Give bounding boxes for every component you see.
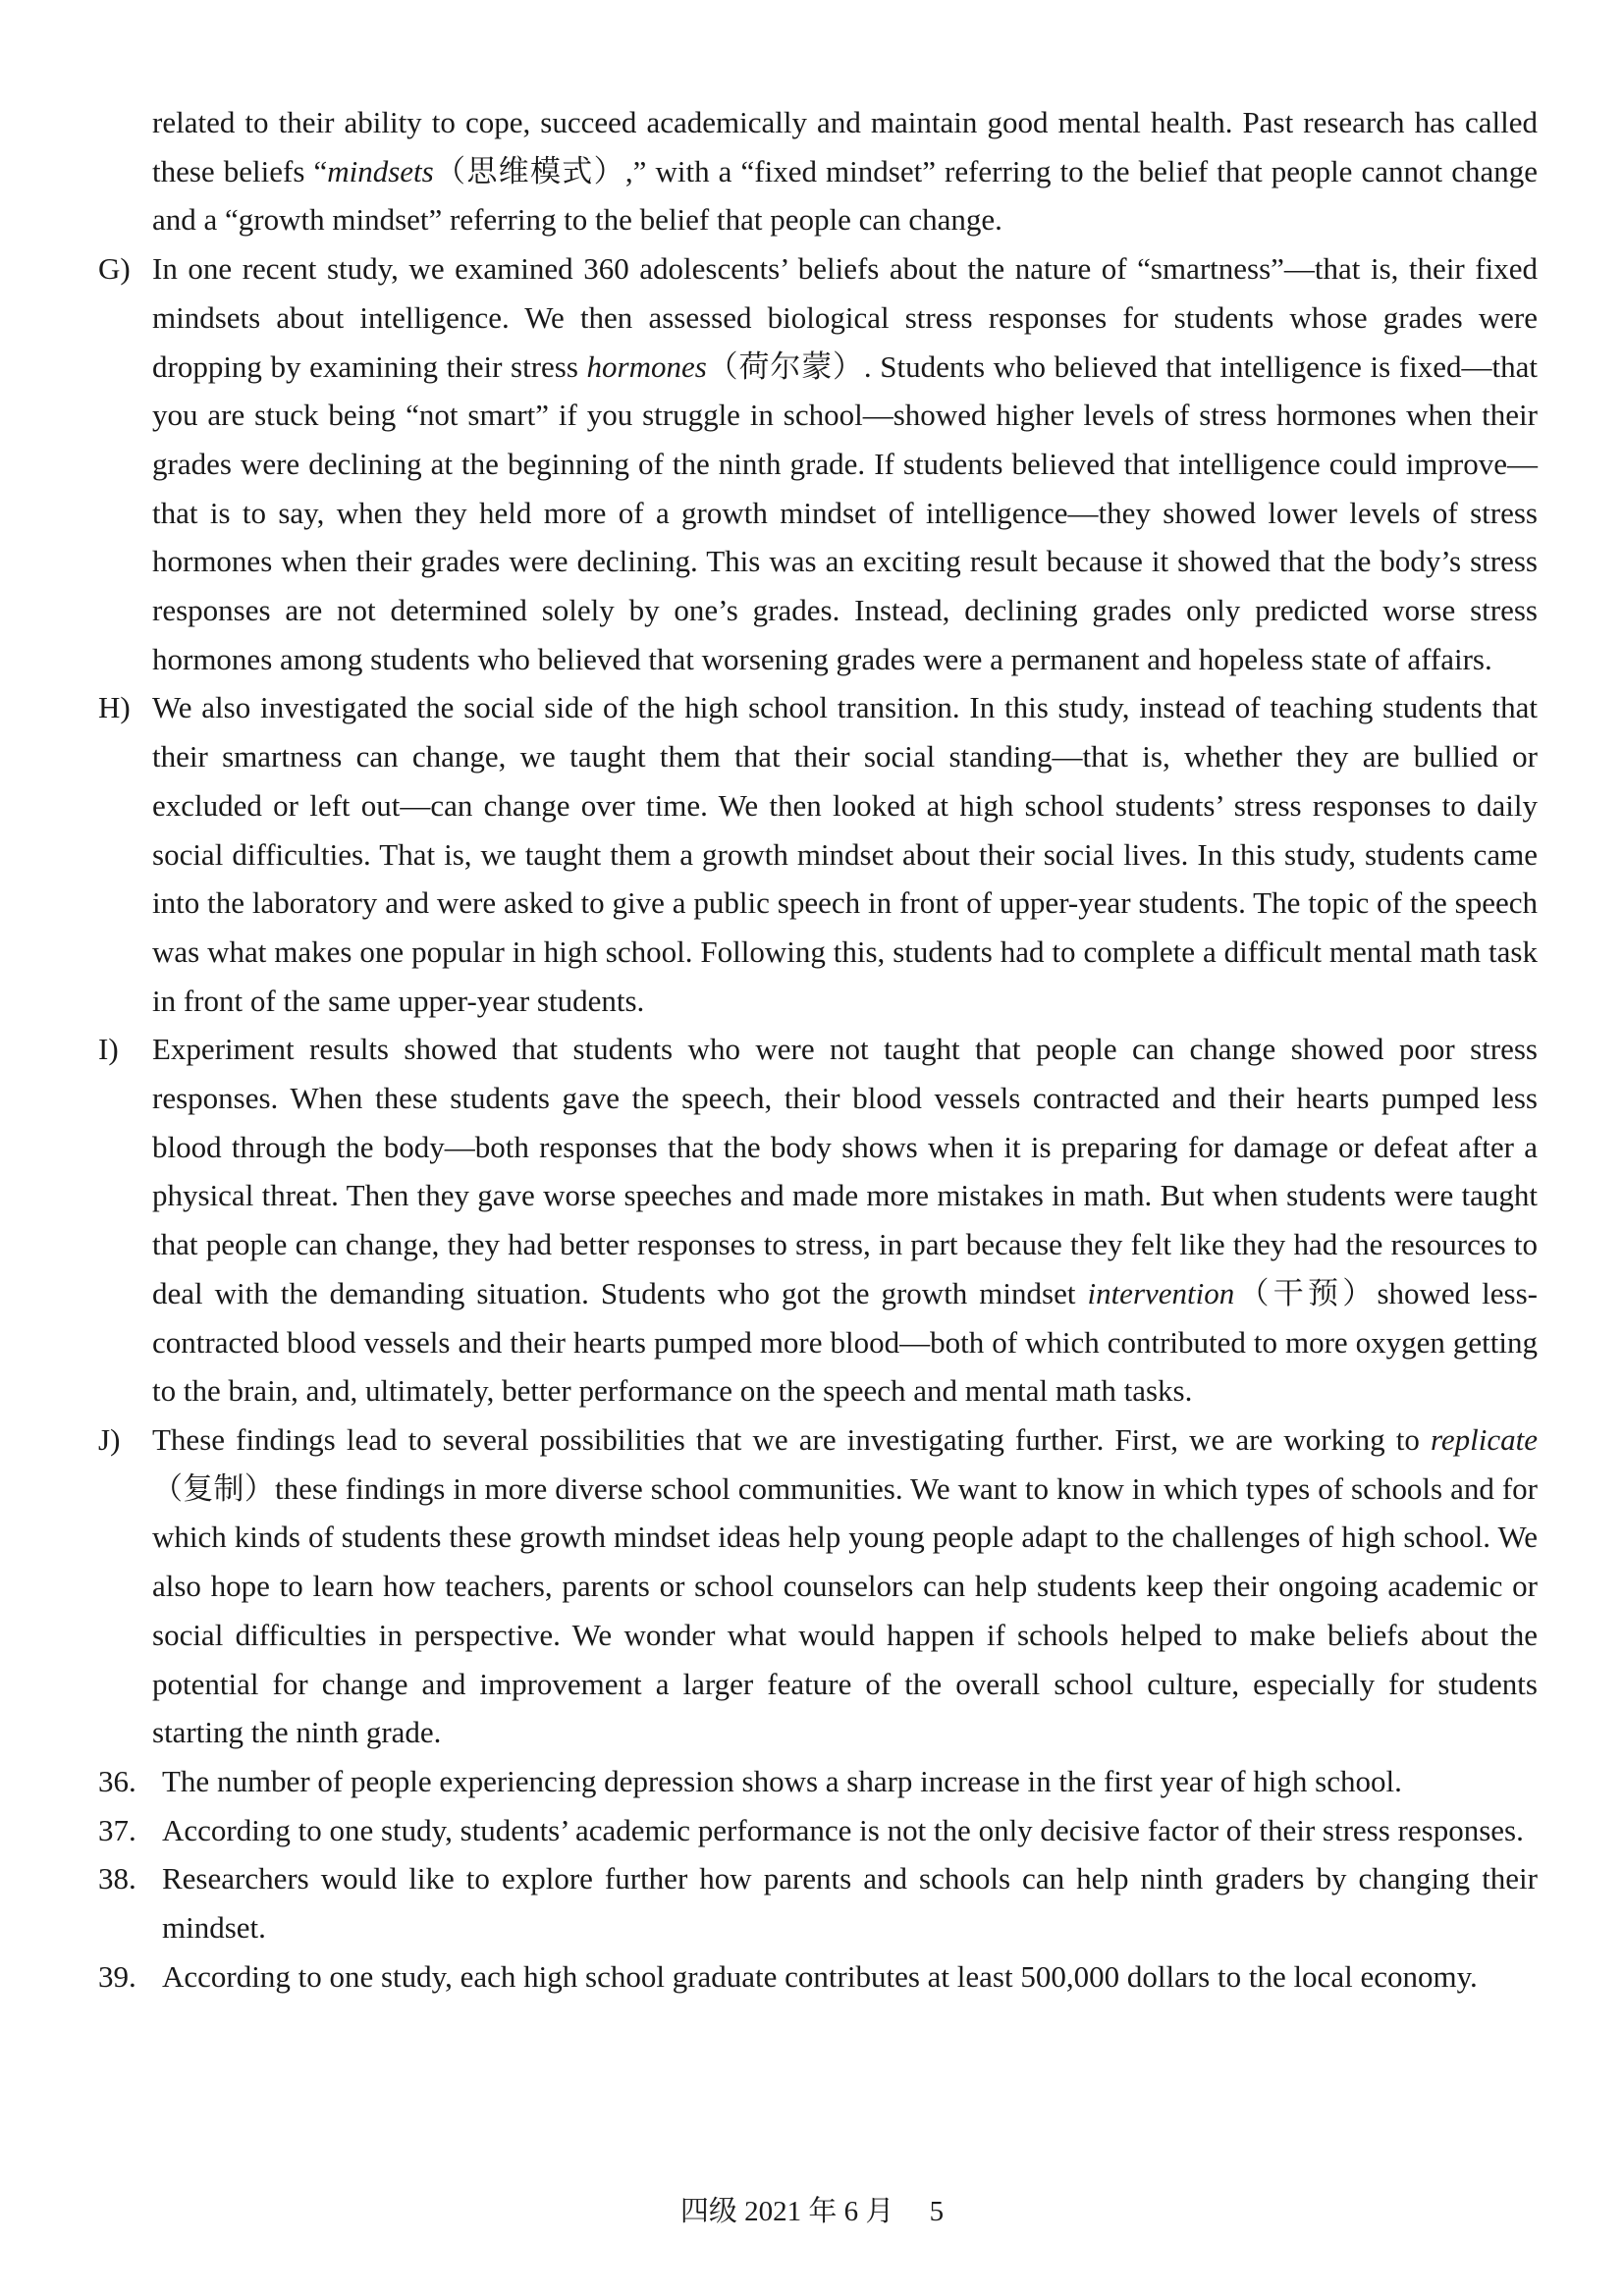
italic-term: hormones — [586, 348, 707, 384]
paragraph-text: （荷尔蒙）. Students who believed that intelligence is fixed—that you are stuck being “not smart” if you struggle in school—showed higher levels of stress hormones when their grades were declining at the beginning of the ninth grade. If students believed that intelligence could improve—that is to say, when they held more of a growth mindset of intelligence—they showed lower levels of stress hormones when their grades were declining. This was an exciting result because it showed that the body’s stress responses are not determined solely by one’s grades. Instead, declining grades only predicted worse stress hormones among students who believed that worsening grades were a permanent and hopeless state of affairs. — [152, 348, 1539, 676]
question-item — [98, 1757, 1538, 1806]
paragraph-text: （思维模式）,” with a “fixed mindset” referring to the belief that people cannot change and a “growth mindset” referring to the belief that people can change. — [152, 153, 1538, 238]
paragraph-h — [98, 683, 1538, 1025]
passage-paragraphs — [98, 98, 1538, 1757]
paragraph-text: （复制）these findings in more diverse school communities. We want to know in which types of schools and for which kinds of students these growth mindset ideas help young people adapt to the challenges of high school. We also hope to learn how teachers, parents or school counselors can help students keep their ongoing academic or social difficulties in perspective. We wonder what would happen if schools helped to make beliefs about the potential for change and improvement a larger feature of the overall school culture, especially for students starting the ninth grade. — [152, 1470, 1538, 1750]
paragraph-text: （干预）showed less-contracted blood vessels and their hearts pumped more blood—both of which contributed to more oxygen getting to the brain, and, ultimately, better performance on the speech and mental math tasks. — [152, 1275, 1538, 1409]
question-number: 38. — [98, 1861, 136, 1896]
paragraph-label: J) — [98, 1421, 121, 1457]
paragraph-text: related to their ability to cope, succeed academically and maintain good mental health. Past research has called these beliefs “ — [152, 105, 1538, 188]
paragraph-i — [98, 1025, 1538, 1415]
reading-passage — [98, 98, 1538, 2001]
paragraph-label: H) — [98, 690, 131, 725]
paragraph-text: We also investigated the social side of the high school transition. In this study, instead of teaching students that their smartness can change, we taught them that their social standing—that is, whether they are bullied or excluded or left out—can change over time. We then looked at high school students’ stress responses to daily social difficulties. That is, we taught them a growth mindset about their social lives. In this study, students came into the laboratory and were asked to give a public speech in front of upper-year students. The topic of the speech was what makes one popular in high school. Following this, students had to complete a difficult mental math task in front of the same upper-year students. — [152, 690, 1538, 1018]
paragraph-j — [98, 1415, 1538, 1757]
paragraph-continued — [98, 98, 1538, 244]
italic-term: replicate — [1430, 1421, 1538, 1457]
question-text: According to one study, each high school graduate contributes at least 500,000 dollars to the local economy. — [162, 1958, 1478, 1994]
italic-term: intervention — [1087, 1275, 1235, 1310]
paragraph-text: In one recent study, we examined 360 adolescents’ beliefs about the nature of “smartness”—that is, their fixed mindsets about intelligence. We then assessed biological stress responses for students whose grades were dropping by examining their stress — [152, 251, 1538, 384]
paragraph-text: These findings lead to several possibilities that we are investigating further. First, we are working to — [152, 1421, 1431, 1457]
question-item — [98, 1806, 1538, 1855]
italic-term: mindsets — [327, 153, 434, 188]
question-number: 39. — [98, 1958, 136, 1994]
question-number: 37. — [98, 1812, 136, 1847]
page-footer: 四级 2021 年 6 月 5 — [679, 2196, 945, 2227]
question-text: Researchers would like to explore further how parents and schools can help ninth graders by changing their mindset. — [162, 1861, 1538, 1946]
question-list — [98, 1757, 1538, 2002]
paragraph-g — [98, 244, 1538, 683]
question-text: According to one study, students’ academic performance is not the only decisive factor of their stress responses. — [162, 1812, 1524, 1847]
question-item — [98, 1854, 1538, 1951]
paragraph-label: G) — [98, 251, 131, 287]
question-text: The number of people experiencing depression shows a sharp increase in the first year of high school. — [162, 1763, 1402, 1798]
question-number: 36. — [98, 1763, 136, 1798]
question-item — [98, 1952, 1538, 2002]
paragraph-label: I) — [98, 1032, 119, 1067]
paragraph-text: Experiment results showed that students who were not taught that people can change showed poor stress responses. When these students gave the speech, their blood vessels contracted and their hearts pumped less blood through the body—both responses that the body shows when it is preparing for damage or defeat after a physical threat. Then they gave worse speeches and made more mistakes in math. But when students were taught that people can change, they had better responses to stress, in part because they felt like they had the resources to deal with the demanding situation. Students who got the growth mindset — [152, 1032, 1538, 1310]
